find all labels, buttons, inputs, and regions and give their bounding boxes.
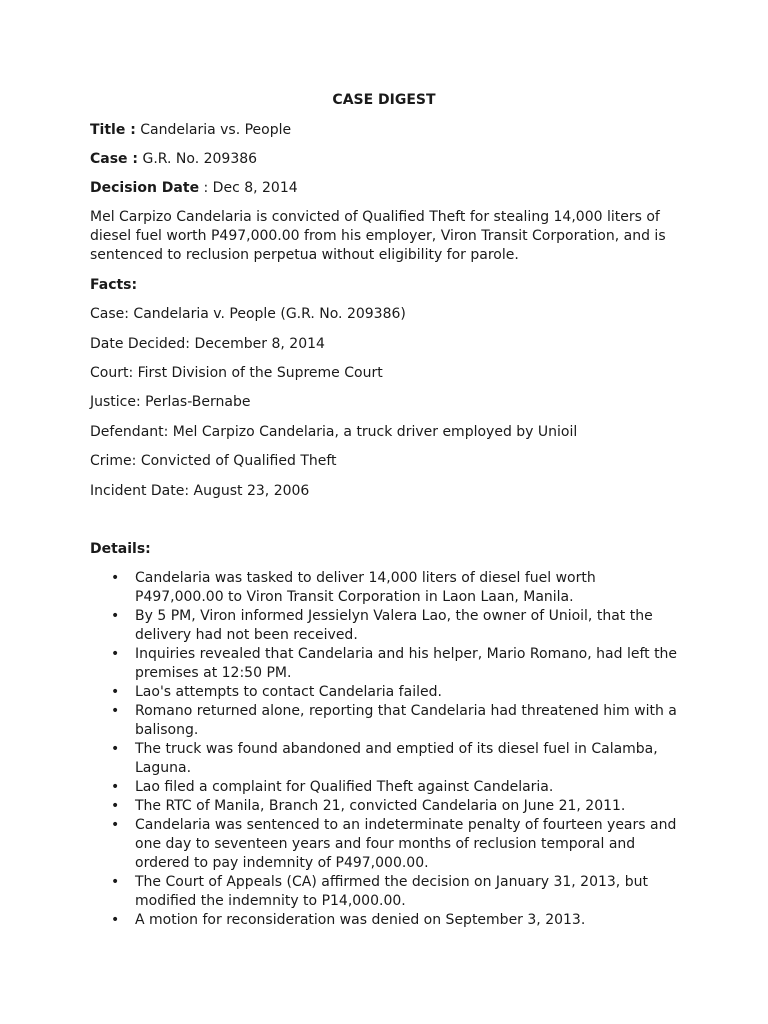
bullet-icon: • bbox=[111, 684, 120, 700]
fact-line: Crime: Convicted of Qualified Theft bbox=[90, 453, 337, 469]
document-title: CASE DIGEST bbox=[332, 92, 436, 108]
fact-line: Court: First Division of the Supreme Court bbox=[90, 365, 383, 381]
details-list-item bbox=[90, 816, 680, 873]
title-label: Title : bbox=[90, 122, 136, 138]
details-list-item bbox=[90, 911, 680, 930]
bullet-icon: • bbox=[111, 741, 120, 757]
fact-line: Defendant: Mel Carpizo Candelaria, a truck driver employed by Unioil bbox=[90, 424, 578, 440]
details-list-item bbox=[90, 645, 680, 683]
case-field bbox=[90, 150, 690, 169]
bullet-icon: • bbox=[111, 874, 120, 890]
details-list-item bbox=[90, 569, 680, 607]
bullet-icon: • bbox=[111, 646, 120, 662]
title-field bbox=[90, 121, 690, 140]
bullet-icon: • bbox=[111, 798, 120, 814]
details-item-text: A motion for reconsideration was denied on September 3, 2013. bbox=[135, 912, 586, 928]
case-label: Case : bbox=[90, 151, 139, 167]
details-list-item bbox=[90, 797, 680, 816]
details-item-text: Lao filed a complaint for Qualified Theft against Candelaria. bbox=[135, 779, 554, 795]
bullet-icon: • bbox=[111, 703, 120, 719]
summary-paragraph: Mel Carpizo Candelaria is convicted of Qualified Theft for stealing 14,000 liters of diesel fuel worth P497,000.00 from his employer, Viron Transit Corporation, and is sentenced to reclusion perpetua without eligibility for parole. bbox=[90, 209, 666, 263]
fact-line: Incident Date: August 23, 2006 bbox=[90, 483, 310, 499]
fact-line: Justice: Perlas-Bernabe bbox=[90, 394, 251, 410]
details-item-text: The RTC of Manila, Branch 21, convicted Candelaria on June 21, 2011. bbox=[135, 798, 626, 814]
details-list-item bbox=[90, 873, 680, 911]
details-list-item bbox=[90, 740, 680, 778]
details-list-item bbox=[90, 702, 680, 740]
case-value: G.R. No. 209386 bbox=[138, 151, 258, 167]
bullet-icon: • bbox=[111, 817, 120, 833]
bullet-icon: • bbox=[111, 608, 120, 624]
details-item-text: Candelaria was tasked to deliver 14,000 liters of diesel fuel worth P497,000.00 to Viron Transit Corporation in Laon Laan, Manila. bbox=[135, 570, 596, 605]
decision-date-field bbox=[90, 179, 690, 198]
facts-heading: Facts: bbox=[90, 277, 138, 293]
fact-line: Case: Candelaria v. People (G.R. No. 209386) bbox=[90, 306, 406, 322]
details-item-text: Candelaria was sentenced to an indeterminate penalty of fourteen years and one day to seventeen years and four months of reclusion temporal and ordered to pay indemnity of P497,000.00. bbox=[135, 817, 677, 871]
details-item-text: Inquiries revealed that Candelaria and his helper, Mario Romano, had left the premises at 12:50 PM. bbox=[135, 646, 678, 681]
decision-date-label: Decision Date bbox=[90, 180, 200, 196]
details-list-item bbox=[90, 778, 680, 797]
title-value: Candelaria vs. People bbox=[135, 122, 292, 138]
details-list bbox=[90, 569, 690, 930]
details-item-text: By 5 PM, Viron informed Jessielyn Valera Lao, the owner of Unioil, that the delivery had not been received. bbox=[135, 608, 653, 643]
details-item-text: The truck was found abandoned and emptied of its diesel fuel in Calamba, Laguna. bbox=[135, 741, 658, 776]
bullet-icon: • bbox=[111, 779, 120, 795]
bullet-icon: • bbox=[111, 570, 120, 586]
fact-line: Date Decided: December 8, 2014 bbox=[90, 336, 325, 352]
details-list-item bbox=[90, 683, 680, 702]
details-heading: Details: bbox=[90, 541, 151, 557]
details-list-item bbox=[90, 607, 680, 645]
decision-date-value: : Dec 8, 2014 bbox=[199, 180, 298, 196]
details-item-text: The Court of Appeals (CA) affirmed the decision on January 31, 2013, but modified the indemnity to P14,000.00. bbox=[135, 874, 648, 909]
bullet-icon: • bbox=[111, 912, 120, 928]
details-item-text: Romano returned alone, reporting that Candelaria had threatened him with a balisong. bbox=[135, 703, 677, 738]
details-item-text: Lao's attempts to contact Candelaria failed. bbox=[135, 684, 442, 700]
